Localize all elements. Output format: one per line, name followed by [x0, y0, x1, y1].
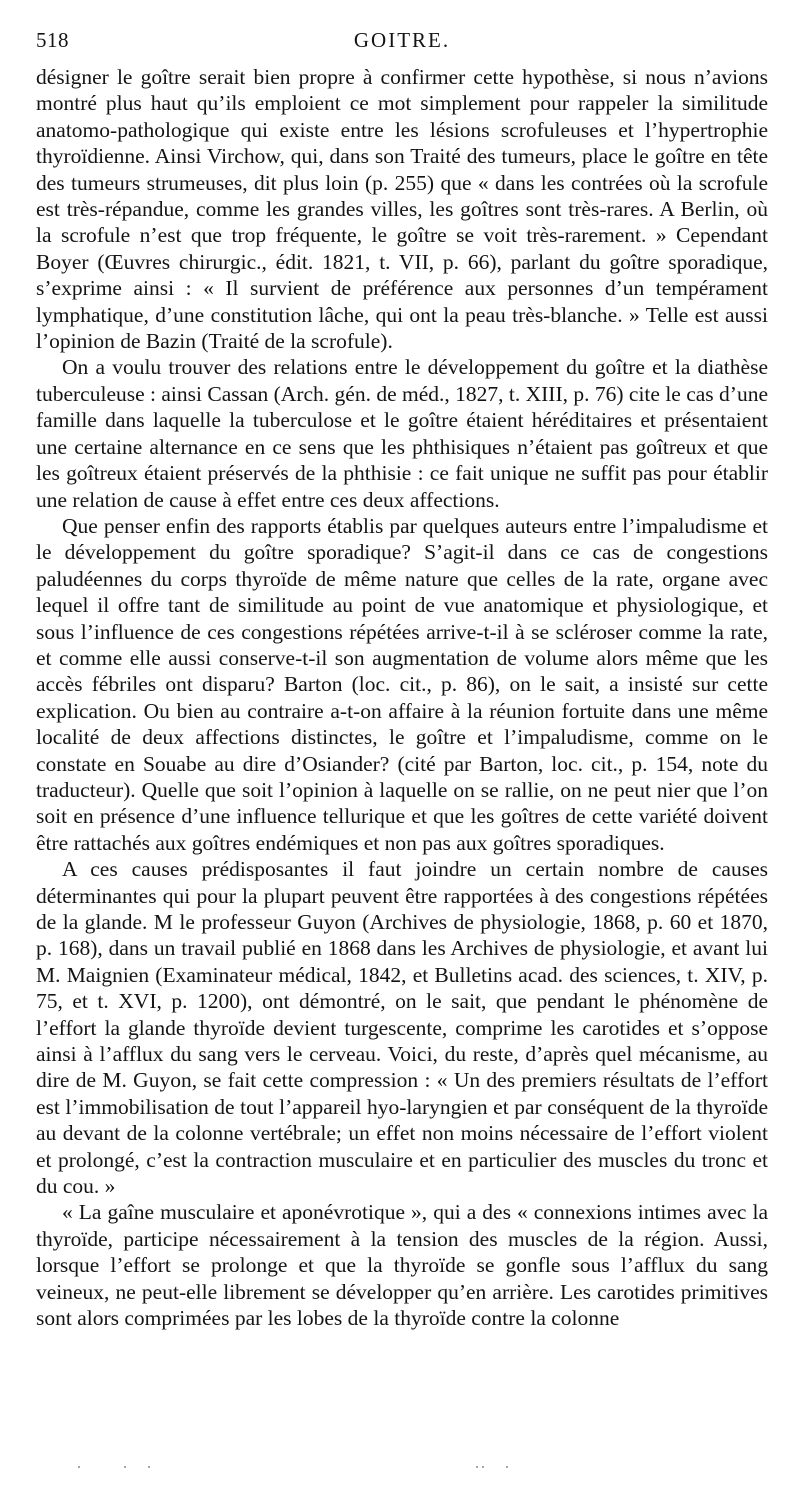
page-number: 518: [36, 28, 69, 52]
scan-dot: [124, 1466, 126, 1468]
paragraph-diathese: On a voulu trouver des relations entre le développement du goître et la diathèse tuberculeuse : ainsi Cassan (Arch. gén. de méd., 1827, t. XIII, p. 76) cite le cas d’une famille dans laquelle la tuberculose et le goître étaient héréditaires et présentaient une certaine alternance en ce sens que les phthisiques n’étaient pas goîtreux et que les goîtreux étaient préservés de la phthisie : ce fait unique ne suffit pas pour établir une relation de cause à effet entre ces deux affections.: [36, 355, 768, 512]
paragraph-virchow: désigner le goître serait bien propre à confirmer cette hypothèse, si nous n’avions montré plus haut qu’ils emploient ce mot simplement pour rappeler la similitude anatomo-pathologique qui existe entre les lésions scrofuleuses et l’hypertrophie thyroïdienne. Ainsi Virchow, qui, dans son Traité des tumeurs, place le goître en tête des tumeurs strumeuses, dit plus loin (p. 255) que « dans les contrées où la scrofule est très-répandue, comme les grandes villes, les goîtres sont très-rares. A Berlin, où la scrofule n’est que trop fréquente, le goître se voit très-rarement. » Cependant Boyer (Œuvres chirurgic., édit. 1821, t. VII, p. 66), parlant du goître sporadique, s’exprime ainsi : « Il survient de préférence aux personnes d’un tempérament lymphatique, d’une constitution lâche, qui ont la peau très-blanche. » Telle est aussi l’opinion de Bazin (Traité de la scrofule).: [36, 65, 768, 354]
running-title: GOITRE.: [353, 28, 451, 52]
scan-noise-dots: [36, 1458, 768, 1478]
paragraph-causes: A ces causes prédisposantes il faut joindre un certain nombre de causes déterminantes qui pour la plupart peuvent être rapportées à des congestions répétées de la glande. M le professeur Guyon (Archives de physiologie, 1868, p. 60 et 1870, p. 168), dans un travail publié en 1868 dans les Archives de physiologie, et avant lui M. Maignien (Examinateur médical, 1842, et Bulletins acad. des sciences, t. XIV, p. 75, et t. XVI, p. 1200), ont démontré, on le sait, que pendant le phénomène de l’effort la glande thyroïde devient turgescente, comprime les carotides et s’oppose ainsi à l’afflux du sang vers le cerveau. Voici, du reste, d’après quel mécanisme, au dire de M. Guyon, se fait cette compression : « Un des premiers résultats de l’effort est l’immobilisation de tout l’appareil hyo-laryngien et par conséquent de la thyroïde au devant de la colonne vertébrale; un effet non moins nécessaire de l’effort violent et prolongé, c’est la contraction musculaire et en particulier des muscles du tronc et du cou. »: [36, 857, 768, 1199]
scan-dot: [78, 1466, 80, 1468]
body-text: [36, 64, 768, 1332]
scan-dot: [482, 1466, 484, 1468]
scan-dot: [506, 1466, 508, 1468]
paragraph-gaine: « La gaîne musculaire et aponévrotique », qui a des « connexions intimes avec la thyroïde, participe nécessairement à la tension des muscles de la région. Aussi, lorsque l’effort se prolonge et que la thyroïde se gonfle sous l’afflux du sang veineux, ne peut-elle librement se développer qu’en arrière. Les carotides primitives sont alors comprimées par les lobes de la thyroïde contre la colonne: [36, 1200, 768, 1331]
page-header: [36, 22, 768, 56]
scan-dot: [148, 1466, 150, 1468]
scan-dot: [476, 1466, 478, 1468]
book-page: [36, 22, 768, 1332]
paragraph-impaludisme: Que penser enfin des rapports établis par quelques auteurs entre l’impaludisme et le développement du goître sporadique? S’agit-il dans ce cas de congestions paludéennes du corps thyroïde de même nature que celles de la rate, organe avec lequel il offre tant de similitude au point de vue anatomique et physiologique, et sous l’influence de ces congestions répétées arrive-t-il à se scléroser comme la rate, et comme elle aussi conserve-t-il son augmentation de volume alors même que les accès fébriles ont disparu? Barton (loc. cit., p. 86), on le sait, a insisté sur cette explication. Ou bien au contraire a-t-on affaire à la réunion fortuite dans une même localité de deux affections distinctes, le goître et l’impaludisme, comme on le constate en Souabe au dire d’Osiander? (cité par Barton, loc. cit., p. 154, note du traducteur). Quelle que soit l’opinion à laquelle on se rallie, on ne peut nier que l’on soit en présence d’une influence tellurique et que les goîtres de cette variété doivent être rattachés aux goîtres endémiques et non pas aux goîtres sporadiques.: [36, 513, 768, 855]
